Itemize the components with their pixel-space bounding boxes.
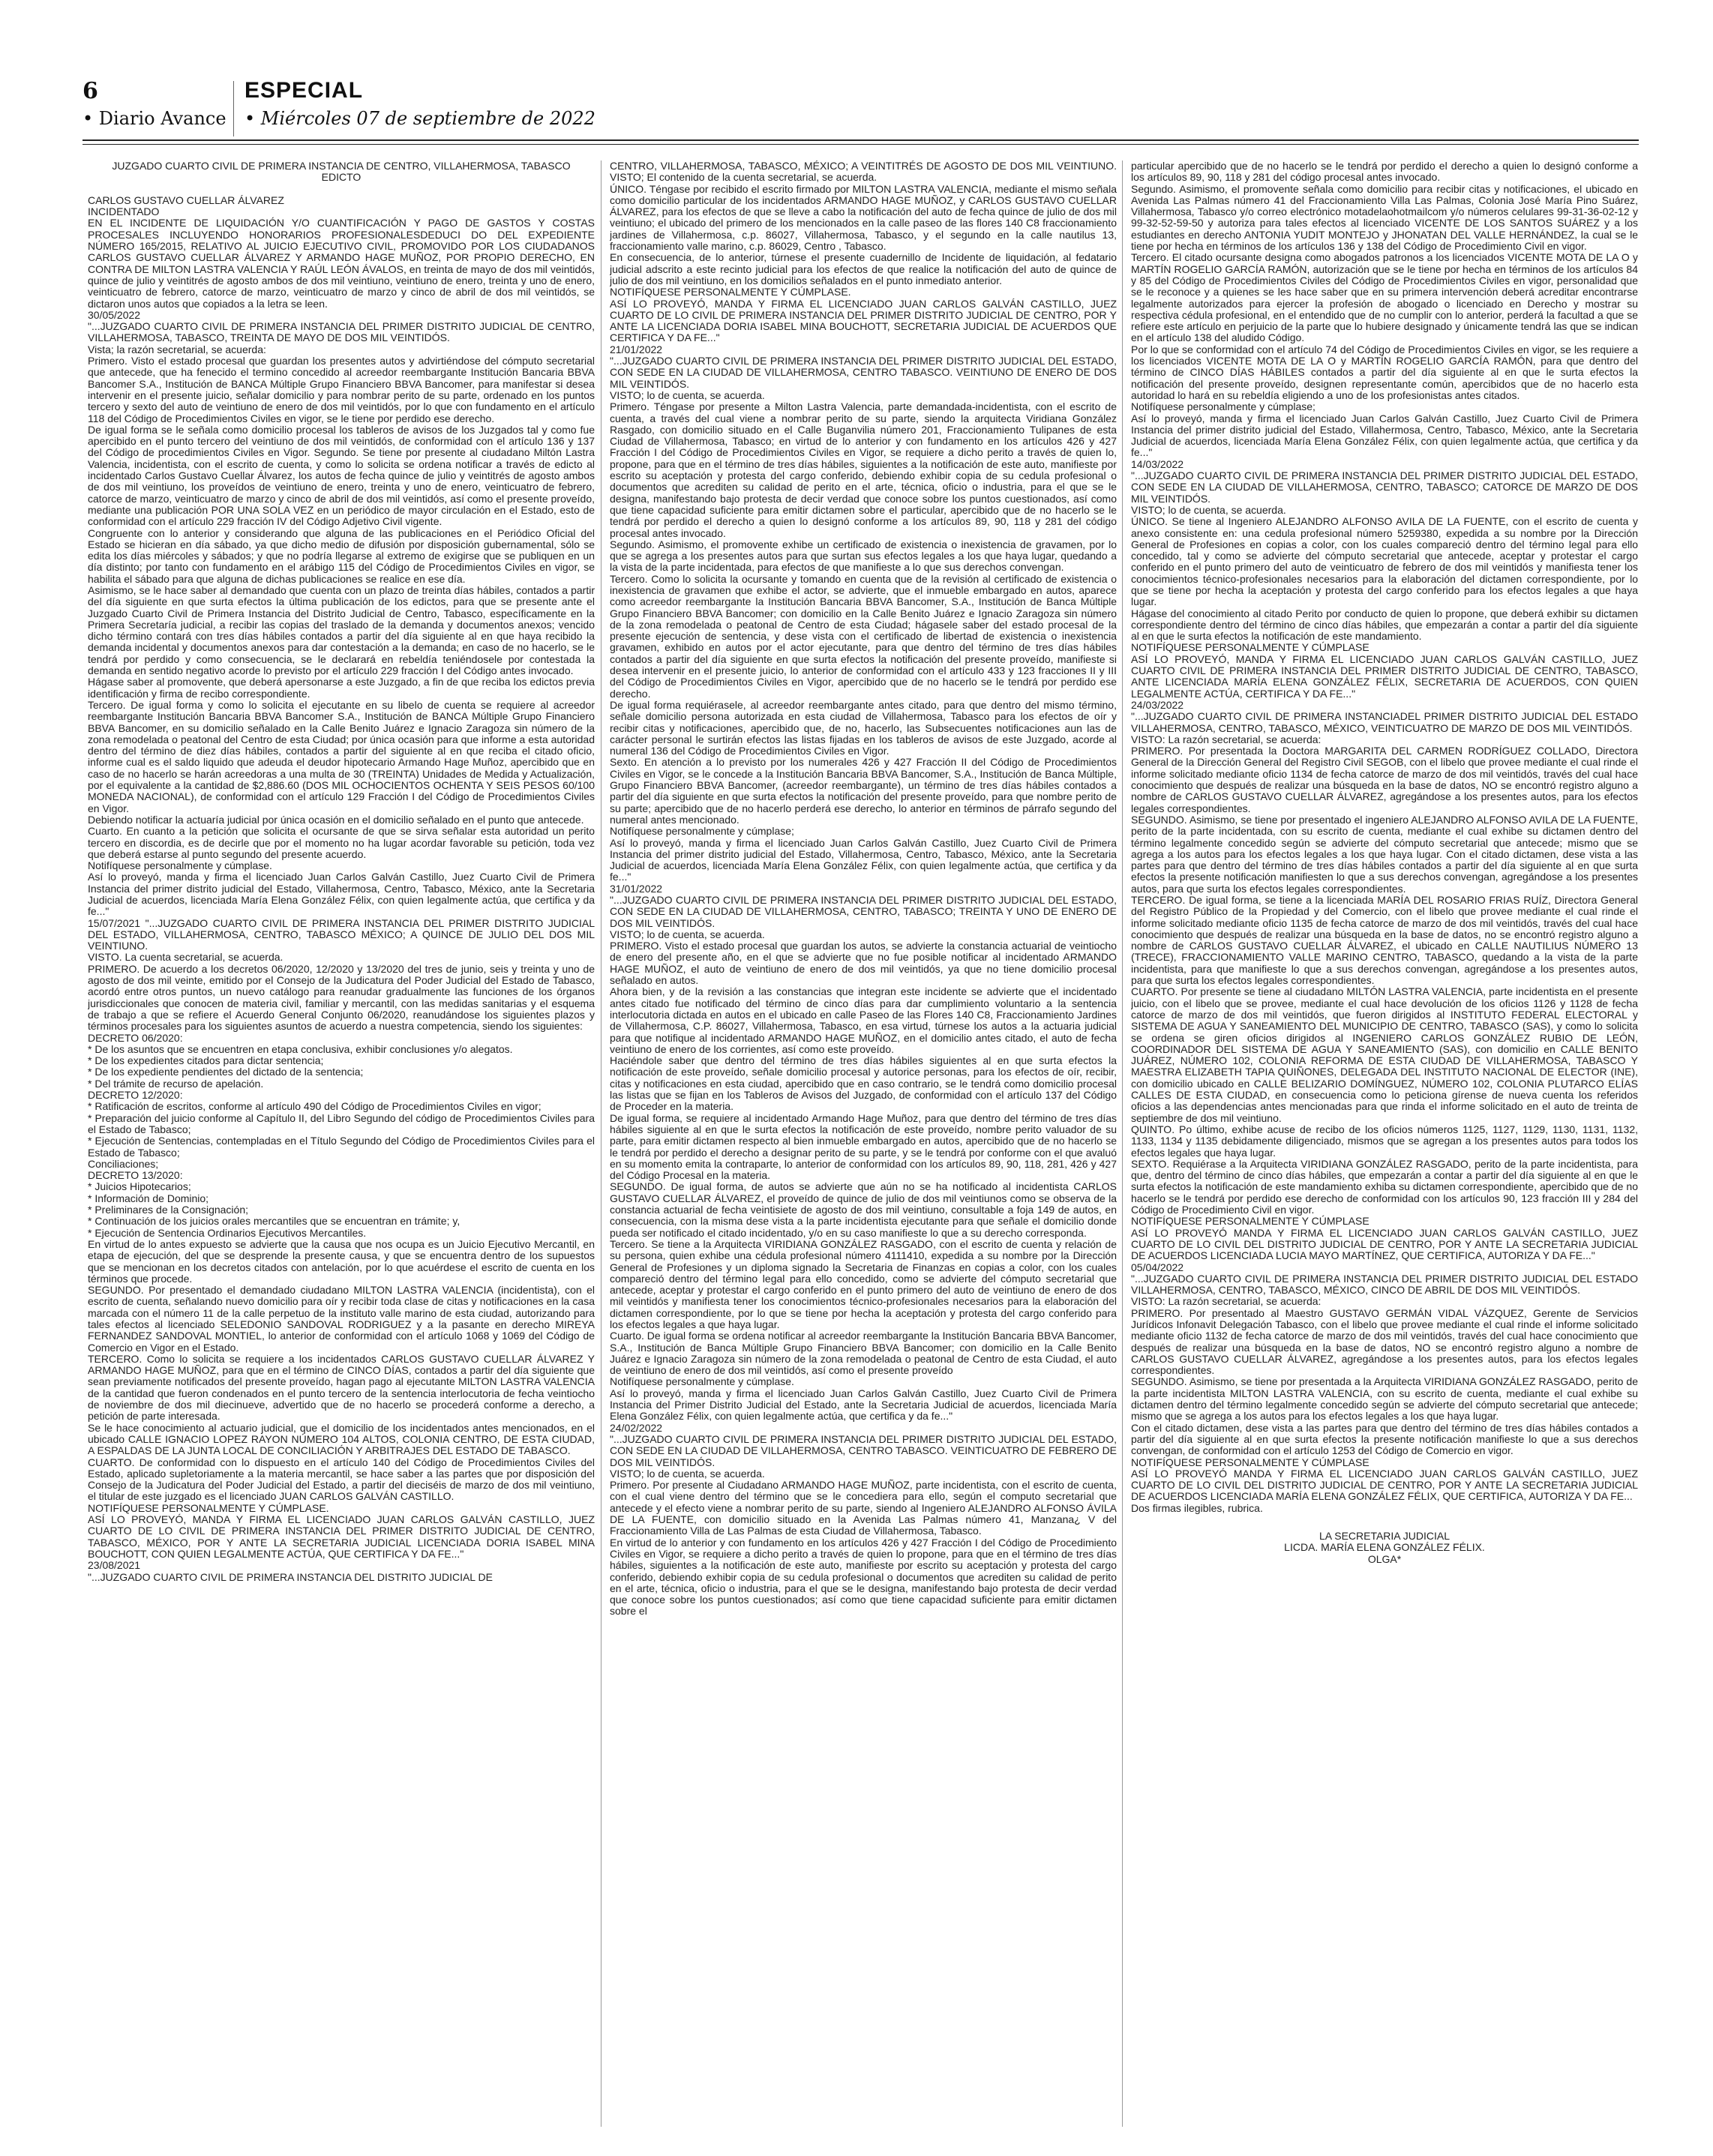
paragraph: TERCERO. De igual forma, se tiene a la licenciada MARÍA DEL ROSARIO FRIAS RUÍZ, Directora General del Registro Público de la Propiedad y del Comercio, con el libelo que provee mediante el cual rinde el informe solicitado mediante oficio 1135 de fecha catorce de marzo de dos mil veintidós, través del cual hace conocimiento que después de realizar una búsqueda en la base de datos, no se encontró registro alguno a nombre de CARLOS GUSTAVO CUELLAR ÁLVAREZ, el ubicado en CALLE NAUTILIUS NÚMERO 13 (TRECE), FRACCIONAMIENTO VALLE MARINO CENTRO, TABASCO, quedando a la vista de la parte incidentista, para que manifieste lo que a sus derechos convengan, agregándose a los presentes autos, para que surta los efectos legales correspondientes. [1131,894,1638,987]
paragraph: Congruente con lo anterior y considerando que alguna de las publicaciones en el Periódico Oficial del Estado se hicieran en día sábado, ya que dicho medio de difusión por disposición gubernamental, sólo se edita los días miércoles y sábados; y que no podría llegarse al extremo de exigirse que se publiquen en un día distinto; por tanto con fundamento en el arábigo 115 del Código de Procedimientos Civiles en vigor, se habilita el sábado para que alguna de dichas publicaciones se realice en ese día. [88,526,595,585]
spacer [88,184,595,195]
paragraph: ÚNICO. Se tiene al Ingeniero ALEJANDRO ALFONSO AVILA DE LA FUENTE, con el escrito de cuenta y anexo consistente en: una cedula profesional número 5259380, expedida a su nombre por la Dirección General de Profesiones en copias a color, con los cuales compareció dentro del término legal para ello concedido, tal y como se advierte del cómputo secretarial que antecede, aceptar y protestar el cargo conferido en el punto primero del auto de veinticuatro de febrero de dos mil veintidós y manifiesta tener los conocimientos técnico-profesionales necesarios para la elaboración del dictamen correspondiente, por lo que se tiene por hecha la aceptación y protesta del cargo conferido para los efectos legales a que haya lugar. [1131,515,1638,608]
paragraph: Con el citado dictamen, dese vista a las partes para que dentro del término de tres días hábiles contados a partir del día siguiente al en que surta efectos la presente notificación manifieste lo que a sus derechos convengan, de conformidad con el artículo 1253 del Código de Comercio en vigor. [1131,1421,1638,1457]
paragraph: VISTO; lo de cuenta, se acuerda. [610,388,765,401]
paragraph: * De los asuntos que se encuentren en etapa conclusiva, exhibir conclusiones y/o alegatos. [88,1042,513,1055]
paragraph: VISTO: La razón secretarial, se acuerda: [1131,733,1322,745]
paragraph: CUARTO. De conformidad con lo dispuesto en el artículo 140 del Código de Procedimientos Civiles del Estado, aplicado supletoriamente a la materia mercantil, se hace saber a las partes que por disposición del Consejo de la Judicatura del Poder Judicial del Estado, a partir del dieciséis de marzo de dos mil veintiuno, el titular de este juzgado es el licenciado JUAN CARLOS GALVÁN CASTILLO. [88,1456,595,1503]
paragraph: Se le hace conocimiento al actuario judicial, que el domicilio de los incidentados antes mencionados, en el ubicado CALLE IGNACIO LOPEZ RAYON NÚMERO 104 ALTOS, COLONIA CENTRO, DE ESTA CIUDAD, A ESPALDAS DE LA JUNTA LOCAL DE CONCILIACIÓN Y ARBITRAJES DEL ESTADO DE TABASCO. [88,1421,595,1457]
paragraph: Por lo que se conformidad con el artículo 74 del Código de Procedimientos Civiles en vigor, se les requiere a los licenciados VICENTE MOTA DE LA O y MARTÍN ROGELIO GARCÍA RAMÓN, para que dentro del término de CINCO DÍAS HÁBILES contados a partir del día siguiente al en que le surta efectos la notificación del presente proveído, designen representante común, apercibidos que de no hacerlo esta autoridad lo hará en su rebeldía eligiendo a uno de los profesionistas antes citados. [1131,343,1638,401]
paragraph: Primero. Por presente al Ciudadano ARMANDO HAGE MUÑOZ, parte incidentista, con el escrito de cuenta, con el cual viene dentro del término que se le concediera para ello, según el computo secretarial que antecede y el efecto viene a nombrar perito de su parte, siendo al Ingeniero ALEJANDRO ALFONSO ÁVILA DE LA FUENTE, con domicilio situado en la Avenida Las Palmas número 41, Manzana¿ V del Fraccionamiento Villa de Las Palmas de esta Ciudad de Villahermosa, Tabasco. [610,1479,1117,1537]
paragraph: PRIMERO. De acuerdo a los decretos 06/2020, 12/2020 y 13/2020 del tres de junio, seis y treinta y uno de agosto de dos mil veinte, emitido por el Consejo de la Judicatura del Poder Judicial del Estado de Tabasco, acordó entre otros puntos, un nuevo catálogo para reanudar gradualmente las funciones de los órganos jurisdiccionales que conocen de materia civil, familiar y mercantil, con las medidas sanitarias y el esquema de trabajo a que se refiere el Acuerdo General Conjunto 06/2020, reanudándose los siguientes plazos y términos procesales para los siguientes asuntos de acuerdo a nuestra competencia, siendo los siguientes: [88,962,595,1033]
paragraph: "...JUZGADO CUARTO CIVIL DE PRIMERA INSTANCIA DEL PRIMER DISTRITO JUDICIAL DEL ESTADO, CON SEDE EN LA CIUDAD DE VILLAHERMOSA, CENTRO TABASCO. VEINTIUNO DE ENERO DE DOS MIL VEINTIDÓS. [610,355,1117,390]
column-divider [1122,160,1123,2127]
paragraph: 30/05/2022 [88,308,141,321]
issue-date: • Miércoles 07 de septiembre de 2022 [244,108,596,129]
paragraph: VISTO. La cuenta secretarial, se acuerda. [88,951,284,964]
signature-name: LICDA. MARÍA ELENA GONZÁLEZ FÉLIX. [1284,1541,1485,1554]
paragraph: Notifíquese personalmente y cúmplase; [610,825,794,838]
paragraph: Dos firmas ilegibles, rubrica. [1131,1501,1263,1514]
paragraph: 05/04/2022 [1131,1261,1184,1273]
paragraph: PRIMERO. Por presentado al Maestro GUSTAVO GERMÁN VIDAL VÁZQUEZ, Gerente de Servicios Jurídicos Infonavit Delegación Tabasco, con el libelo que provee mediante el cual rinde el informe solicitado mediante oficio 1132 de fecha catorce de marzo de dos mil veintidós, través del cual hace conocimiento que después de realizar una búsqueda en la base de datos, NO se encontró registro alguno a nombre de CARLOS GUSTAVO CUELLAR ÁLVAREZ, agregándose a los presentes autos, para los efectos legales correspondientes. [1131,1306,1638,1377]
paragraph: 21/01/2022 [610,343,663,355]
paragraph: Tercero. Se tiene a la Arquitecta VIRIDIANA GONZÁLEZ RASGADO, con el escrito de cuenta y relación de su persona, quien exhibe una cédula profesional número 4111410, expedida a su nombre por la Dirección General de Profesiones y un diploma signado la Secretaria de Finanzas en copias a color, con los cuales compareció dentro del término legal para ello concedido, como se advierte del cómputo secretarial que antecede, aceptar y protestar el cargo conferido en el punto primero del auto de veintiuno de enero de dos mil veintidós y manifiesta tener los conocimientos técnico-profesionales necesarios para la elaboración del dictamen correspondiente, por lo que se tiene por hecha la aceptación y protesta del cargo conferido para los efectos legales a que haya lugar. [610,1237,1117,1330]
paragraph: NOTIFÍQUESE PERSONALMENTE Y CÚMPLASE. [88,1501,329,1514]
paragraph: Primero. Visto el estado procesal que guardan los presentes autos y advirtiéndose del cómputo secretarial que antecede, que ha fenecido el termino concedido al acreedor reembargante Institución Bancaria BBVA Bancomer S.A., Institución de BANCA Múltiple Grupo Financiero BBVA Bancomer, para manifestar si desea intervenir en el presente juicio, señalar domicilio y para nombrar perito de su parte, ordenado en los puntos tercero y sexto del auto de veintiuno de enero de dos mil veintidós, por lo que con fundamento en el artículo 118 del Código de Procedimientos Civiles en vigor, se le tiene por perdido ese derecho. [88,355,595,424]
paragraph: Segundo. Asimismo, el promovente exhibe un certificado de existencia o inexistencia de gravamen, por lo que se agrega a los presentes autos para que surtan sus efectos legales a los que haya lugar, quedando a la vista de la parte incidentada, para efectos de que manifieste a lo que sus derechos convengan. [610,538,1117,574]
paragraph: * Del trámite de recurso de apelación. [88,1077,264,1090]
paragraph: Así lo proveyó, manda y firma el licenciado Juan Carlos Galván Castillo, Juez Cuarto Civil de Primera Instancia del primer distrito judicial del Estado, Villahermosa, Centro, Tabasco, México, ante la Secretaria Judicial de acuerdos, licenciada María Elena González Félix, con quien legalmente actúa, que certifica y da fe..." [610,836,1117,883]
paragraph: NOTIFÍQUESE PERSONALMENTE Y CÚMPLASE. [610,286,851,298]
signature-role: LA SECRETARIA JUDICIAL [1318,1530,1450,1543]
paragraph: 14/03/2022 [1131,457,1184,470]
paragraph: 15/07/2021 "...JUZGADO CUARTO CIVIL DE PRIMERA INSTANCIA DEL PRIMER DISTRITO JUDICIAL DEL ESTADO, VILLAHERMOSA, CENTRO, TABASCO MÉXICO; A QUINCE DE JULIO DEL DOS MIL VEINTIUNO. [88,916,595,952]
text-column-3 [1131,160,1638,2127]
paragraph: Notifíquese personalmente y cúmplase. [610,1375,794,1388]
paragraph: * Juicios Hipotecarios; [88,1180,191,1193]
paragraph: Haciéndole saber que dentro del término de tres días hábiles siguientes al en que surta efectos la notificación de este proveído, señale domicilio procesal y autorice personas, para los efectos de oír, recibir, citas y notificaciones en esta ciudad, apercibido que en caso contrario, se le tendrá como domicilio procesal las listas que se fijan en los Tableros de Avisos del Juzgado, de conformidad con el artículo 137 del Código de Proceder en la materia. [610,1054,1117,1113]
paragraph: ASÍ LO PROVEYÓ, MANDA Y FIRMA EL LICENCIADO JUAN CARLOS GALVÁN CASTILLO, JUEZ CUARTO DE LO CIVIL DE PRIMERA INSTANCIA DEL PRIMER DISTRITO JUDICIAL DE CENTRO, TABASCO, MÉXICO, POR Y ANTE LA SECRETARIA JUDICIAL LICENCIADA DORIA ISABEL MINA BOUCHOTT, CON QUIEN LEGALMENTE ACTÚA, QUE CERTIFICA Y DA FE..." [88,1513,595,1560]
paragraph: "...JUZGADO CUARTO CIVIL DE PRIMERA INSTANCIA DEL DISTRITO JUDICIAL DE [88,1570,493,1583]
paragraph: CENTRO, VILLAHERMOSA, TABASCO, MÉXICO; A VEINTITRÉS DE AGOSTO DE DOS MIL VEINTIUNO. VISTO; El contenido de la cuenta secretarial, se acuerda. [610,160,1117,184]
paragraph: * Preparación del juicio conforme al Capítulo II, del Libro Segundo del código de Procedimientos Civiles para el Estado de Tabasco; [88,1111,595,1135]
paragraph: Ahora bien, y de la revisión a las constancias que integran este incidente se advierte que el incidentado antes citado fue notificado del término de cinco días para dar cumplimiento voluntario a la sentencia interlocutoria dictada en autos en el ubicado en calle Paseo de las Flores 140 C8, Fraccionamiento Jardines de Villahermosa, C.P. 86027, Villahermosa, Tabasco, en esa virtud, túrnese los autos a la actuaria judicial para que notifique al incidentado ARMANDO HAGE MUÑOZ, en el domicilio antes citado, el auto de fecha veintiuno de enero de los corrientes, así como este proveído. [610,985,1117,1055]
paragraph: Debiendo notificar la actuaría judicial por única ocasión en el domicilio señalado en el punto que antecede. [88,813,584,826]
paragraph: Segundo. Asimismo, el promovente señala como domicilio para recibir citas y notificaciones, el ubicado en Avenida Las Palmas número 41 del Fraccionamiento Villa Las Palmas, Colonia José María Pino Suárez, Villahermosa, Tabasco y/o correo electrónico motadelaohotmailcom y/o números celulares 99-31-36-02-12 y 99-32-52-59-50 y autoriza para tales efectos al licenciado VICENTE DE LOS SANTOS SUÁREZ y a los estudiantes en derecho ANTONIA YUDIT MONTEJO y JHONATAN DEL VALLE HERNÁNDEZ, la cual se le tiene por hecha en términos de los artículos 136 y 138 del Código de Procedimiento Civil en vigor. [1131,182,1638,253]
paragraph: "...JUZGADO CUARTO CIVIL DE PRIMERA INSTANCIA DEL PRIMER DISTRITO JUDICIAL DEL ESTADO VILLAHERMOSA, CENTRO, TABASCO, MÉXICO, CINCO DE ABRIL DE DOS MIL VEINTIDÓS. [1131,1272,1638,1297]
column-divider [601,160,602,2127]
paragraph: Así lo proveyó, manda y firma el licenciado Juan Carlos Galván Castillo, Juez Cuarto Civil de Primera Instancia del primer distrito judicial del Estado, Villahermosa, Centro, Tabasco, México, ante la Secretaria Judicial de acuerdos, licenciada María Elena González Félix, con quien legalmente actúa, que certifica y da fe..." [1131,412,1638,459]
paragraph: * Ejecución de Sentencias, contempladas en el Título Segundo del Código de Procedimientos Civiles para el Estado de Tabasco; [88,1135,595,1159]
paragraph: CARLOS GUSTAVO CUELLAR ÁLVAREZ [88,193,284,206]
text-column-1 [88,160,595,2127]
paragraph: Hágase del conocimiento al citado Perito por conducto de quien lo propone, que deberá exhibir su dictamen correspondiente dentro del término de cinco días hábiles, que empezarán a contar a partir del día siguiente al en que le surta efectos la notificación de este mandamiento. [1131,607,1638,643]
paragraph: * Información de Dominio; [88,1192,209,1204]
paragraph: "...JUZGADO CUARTO CIVIL DE PRIMERA INSTANCIADEL PRIMER DISTRITO JUDICIAL DEL ESTADO VILLAHERMOSA, CENTRO, TABASCO, MÉXICO, VEINTICUATRO DE MARZO DE DOS MIL VEINTIDÓS. [1131,710,1638,734]
page-number: 6 [82,78,98,104]
court-title: JUZGADO CUARTO CIVIL DE PRIMERA INSTANCIA DE CENTRO, VILLAHERMOSA, TABASCO [112,160,571,172]
paragraph: * De los expediente pendientes del dictado de la sentencia; [88,1066,364,1078]
paragraph: Primero. Téngase por presente a Milton Lastra Valencia, parte demandada-incidentista, con el escrito de cuenta, a través del cual viene a nombrar perito de su parte, siendo la arquitecta Viridiana González Rasgado, con domicilio situado en el Calle Buganvilia número 201, Fraccionamiento Tulipanes de esta Ciudad de Villahermosa, Tabasco; en virtud de lo anterior y con fundamento en los artículos 426 y 427 Fracción I del Código de Procedimientos Civiles en Vigor, se requiere a dicho perito a través de quien lo, propone, para que en el término de tres días hábiles, siguientes a la notificación de este auto, manifieste por escrito su aceptación y protesta del cargo conferido, debiendo exhibir copia de su cedula profesional o documentos que acrediten su calidad de perito en el arte, técnica, oficio o industria, para el que se le designa, manifestando bajo protesta de decir verdad que conoce sobre los puntos cuestionados, así como que tiene capacidad suficiente para emitir dictamen sobre el particular, apercibido que de no hacerlo se le tendrá por perdido el derecho a quien lo designó conforme a los artículos 89, 90, 118 y 281 del código procesal antes invocado. [610,400,1117,539]
paragraph: SEXTO. Requiérase a la Arquitecta VIRIDIANA GONZÁLEZ RASGADO, perito de la parte incidentista, para que, dentro del término de cinco días hábiles, que empezarán a contar a partir del día siguiente al en que le surta efectos la notificación de este mandamiento exhiba su dictamen correspondiente, apercibido que de no hacerlo se le tendrá por perdido ese derecho de conformidad con los artículos 90, 123 fracción III y 284 del Código de Procedimiento Civil en vigor. [1131,1157,1638,1216]
col1-body [88,195,595,1583]
paragraph: CUARTO. Por presente se tiene al ciudadano MILTÓN LASTRA VALENCIA, parte incidentista en el presente juicio, con el libelo que se provee, mediante el cual hace devolución de los oficios 1126 y 1128 de fecha catorce de marzo de dos mil veintidós, que fueron dirigidos al INSTITUTO FEDERAL ELECTORAL y SISTEMA DE AGUA Y SANEAMIENTO DEL MUNICIPIO DE CENTRO, TABASCO (SAS), y como lo solicita se ordena se giren oficios dirigidos al INGENIERO CARLOS GONZÁLEZ RUBIO DE LEÓN, COORDINADOR DEL SISTEMA DE AGUA Y SANEAMIENTO (SAS), con domicilio en CALLE BENITO JUÁREZ, NÚMERO 102, COLONIA REFORMA DE ESTA CIUDAD DE VILLAHERMOSA, TABASCO Y MAESTRA ELIZABETH TAPIA QUIÑONES, DELEGADA DEL INSTITUTO NACIONAL DE ELECTOR (INE), con domicilio ubicado en CALLE BELIZARIO DOMÍNGUEZ, NÚMERO 102, COLONIA PLUTARCO ELÍAS CALLES DE ESTA CIUDAD, en consecuencia como lo peticiona gírense de nueva cuenta los referidos oficios a las dependencias antes mencionadas para que rinda el informe solicitado en el auto de treinta de septiembre de dos mil veintiuno. [1131,985,1638,1124]
paragraph: EN EL INCIDENTE DE LIQUIDACIÓN Y/O CUANTIFICACIÓN Y PAGO DE GASTOS Y COSTAS PROCESALES INCLUYENDO HONORARIOS PROFESIONALESDEDUCI DO DEL EXPEDIENTE NÚMERO 165/2015, RELATIVO AL JUICIO EJECUTIVO CIVIL, PROMOVIDO POR LOS CIUDADANOS CARLOS GUSTAVO CUELLAR ÁLVAREZ Y ARMANDO HAGE MUÑOZ, POR PROPIO DERECHO, EN CONTRA DE MILTON LASTRA VALENCIA Y RAÚL LEÓN ÁVALOS, en treinta de mayo de dos mil veintidós, quince de julio y veintitrés de agosto ambos de dos mil veintiuno, veintiuno de enero, treinta y uno de enero, veinticuatro de febrero, catorce de marzo, veinticuatro de marzo y cinco de abril de dos mil veintidós, se dictaron unos autos que copiados a la letra se leen. [88,217,595,310]
paragraph: ASÍ LO PROVEYÓ MANDA Y FIRMA EL LICENCIADO JUAN CARLOS GALVÁN CASTILLO, JUEZ CUARTO DE LO CIVIL DEL DISTRITO JUDICIAL DE CENTRO, POR Y ANTE LA SECRETARIA JUDICIAL DE ACUERDOS LICENCIADA MARÍA ELENA GONZÁLEZ FÉLIX, QUE CERTIFICA, AUTORIZA Y DA FE... [1131,1467,1638,1503]
paragraph: "...JUZGADO CUARTO CIVIL DE PRIMERA INSTANCIA DEL PRIMER DISTRITO JUDICIAL DEL ESTADO, CON SEDE EN LA CIUDAD DE VILLAHERMOSA, CENTRO, TABASCO; CATORCE DE MARZO DE DOS MIL VEINTIDÓS. [1131,469,1638,505]
paragraph: En consecuencia, de lo anterior, túrnese el presente cuadernillo de Incidente de liquidación, al fedatario judicial adscrito a este recinto judicial para los efectos de que realice la notificación del auto de quince de julio de dos mil veintiuno, en los domicilios señalados en el punto inmediato anterior. [610,251,1117,286]
paragraph: Cuarto. En cuanto a la petición que solicita el ocursante de que se sirva señalar esta autoridad un perito tercero en discordia, es de decirle que por el momento no ha lugar acordar favorable su petición, toda vez que deberá estarse al punto segundo del presente acuerdo. [88,825,595,860]
paragraph: PRIMERO. Por presentada la Doctora MARGARITA DEL CARMEN RODRÍGUEZ COLLADO, Directora General de la Dirección General del Registro Civil SEGOB, con el libelo que provee mediante el cual rinde el informe solicitado mediante oficio 1134 de fecha catorce de marzo de dos mil veintidós, través del cual hace conocimiento que después de realizar una búsqueda en la base de datos, NO se encontró registro alguno a nombre de CARLOS GUSTAVO CUELLAR ÁLVAREZ, agregándose a los presentes autos, para los efectos legales correspondientes. [1131,745,1638,814]
paragraph: VISTO: La razón secretarial, se acuerda: [1131,1295,1322,1308]
paragraph: ASÍ LO PROVEYÓ, MANDA Y FIRMA EL LICENCIADO JUAN CARLOS GALVÁN CASTILLO, JUEZ CUARTO DE LO CIVIL DE PRIMERA INSTANCIA DEL PRIMER DISTRITO JUDICIAL DE CENTRO, POR Y ANTE LA LICENCIADA DORIA ISABEL MINA BOUCHOTT, SECRETARIA JUDICIAL DE ACUERDOS QUE CERTIFICA Y DA FE..." [610,297,1117,344]
paragraph: Tercero. De igual forma y como lo solicita el ejecutante en su libelo de cuenta se requiere al acreedor reembargante Institución Bancaria BBVA Bancomer S.A., Institución de BANCA Múltiple Grupo Financiero BBVA Bancomer, en su domicilio señalado en la Calle Benito Juárez e Ignacio Zaragoza sin número de la zona remodelada o peatonal del Centro de esta Ciudad; por única ocasión para que informe a esta autoridad dentro del término de diez días hábiles, contados a partir del siguiente al en que reciba el citado oficio, informe cual es el saldo liquido que adeuda el deudor hipotecario Armando Hage Muñoz, apercibido que en caso de no hacerlo se harán acreedoras a una multa de 30 (TREINTA) Unidades de Medida y Actualización, por el equivalente a la cantidad de $2,886.60 (DOS MIL OCHOCIENTOS OCHENTA Y SEIS PESOS 60/100 MONEDA NACIONAL), de conformidad con el artículo 129 Fracción I del Código de Procedimientos Civiles en Vigor. [88,698,595,814]
paragraph: Tercero. Como lo solicita la ocursante y tomando en cuenta que de la revisión al certificado de existencia o inexistencia de gravamen que exhibe el actor, se advierte, que el inmueble embargado en autos, aparece como acreedor reembargante la Institución Bancaria BBVA Bancomer, S.A., Institución de Banca Múltiple Grupo Financiero BBVA Bancomer; con domicilio en la Calle Benito Juárez e Ignacio Zaragoza sin número de la zona remodelada o peatonal de Centro de esta Ciudad; hágasele saber del estado procesal de la presente ejecución de sentencia, y dese vista con el certificado de libertad de existencia o inexistencia gravamen, exhibido en autos por el actor ejecutante, para que dentro del término de tres días hábiles contados a partir del día siguiente en que surta efectos la notificación del presente proveído, manifieste si desea intervenir en el presente juicio, lo anterior de conformidad con el artículo 433 y 123 fracciones II y III del Código de Procedimientos Civiles en Vigor, apercibido que de no hacerlo se le tendrá por perdido ese derecho. [610,572,1117,700]
paragraph: Cuarto. De igual forma se ordena notificar al acreedor reembargante la Institución Bancaria BBVA Bancomer, S.A., Institución de Banca Múltiple Grupo Financiero BBVA Bancomer; con domicilio en la Calle Benito Juárez e Ignacio Zaragoza sin número de la zona remodelada o peatonal de Centro de esta Ciudad, el auto de veintiuno de enero de dos mil veintidós, así como el presente proveído [610,1330,1117,1377]
paragraph: Conciliaciones; [88,1157,159,1170]
header-rule-thin [82,144,1639,145]
paragraph: De igual forma se le señala como domicilio procesal los tableros de avisos de los Juzgados tal y como fue apercibido en el punto tercero del veintiuno de dos mil veintidós, de conformidad con el artículo 136 y 137 del Código de procedimientos Civiles en Vigor. Segundo. Se tiene por presente al ciudadano Miltón Lastra Valencia, incidentista, con el escrito de cuenta, y como lo solicita se ordena notificar a través de edicto al incidentado Carlos Gustavo Cuellar Álvarez, los autos de fecha quince de julio y veintitrés de agosto ambos de dos mil veintiuno, los proveídos de veintiuno de enero, treinta y uno de enero, veinticuatro de febrero, catorce de marzo, veinticuatro de marzo y cinco de abril de dos mil veintidós, así como el presente proveído, mediante una publicación POR UNA SOLA VEZ en un periódico de mayor circulación en el Estado, esto de conformidad con el artículo 229 fracción IV del Código Adjetivo Civil vigente. [88,423,595,528]
paragraph: En virtud de lo antes expuesto se advierte que la causa que nos ocupa es un Juicio Ejecutivo Mercantil, en etapa de ejecución, del que se desprende la presente causa, y que se encuentra dentro de los supuestos que se mencionan en los decretos citados con antelación, por lo que acuérdese el escrito de cuenta en los términos que procede. [88,1237,595,1285]
paragraph: 31/01/2022 [610,882,663,895]
paragraph: Así lo proveyó, manda y firma el licenciado Juan Carlos Galván Castillo, Juez Cuarto Civil de Primera Instancia del primer distrito judicial del Estado, Villahermosa, Centro, Tabasco, México, ante la Secretaria Judicial de acuerdos, licenciada María Elena González Félix, con quien legalmente actúa, que certifica y da fe..." [88,871,595,918]
paragraph: Tercero. El citado ocursante designa como abogados patronos a los licenciados VICENTE MOTA DE LA O y MARTÍN ROGELIO GARCÍA RAMÓN, autorización que se le tiene por hecha en términos de los artículos 84 y 85 del Código de Procedimientos Civiles del Código de Procedimientos Civiles en vigor, personalidad que se le reconoce y a quienes se les hace saber que en su primera intervención deberá acreditar encontrarse legalmente autorizados para ejercer la profesión de abogado o licenciado en Derecho y mostrar su respectiva cédula profesional, en el entendido que de no cumplir con lo anterior, perderá la facultad a que se refiere este artículo en perjuicio de la parte que lo hubiere designado y únicamente tendrá las que se indican en el artículo 138 del aludido Código. [1131,251,1638,344]
signature-block [1131,1531,1638,1565]
paragraph: ASÍ LO PROVEYÓ MANDA Y FIRMA EL LICENCIADO JUAN CARLOS GALVÁN CASTILLO, JUEZ CUARTO DE LO CIVIL DEL DISTRITO JUDICIAL DE CENTRO, POR Y ANTE LA SECRETARIA JUDICIAL DE ACUERDOS LICENCIADA LUCIA MAYO MARTÍNEZ, QUE CERTIFICA, AUTORIZA Y DA FE..." [1131,1226,1638,1262]
paragraph: DECRETO 13/2020: [88,1169,183,1182]
paragraph: Notifíquese personalmente y cúmplase; [1131,400,1316,413]
paragraph: NOTIFÍQUESE PERSONALMENTE Y CÚMPLASE [1131,641,1370,654]
paragraph: Notifíquese personalmente y cúmplase. [88,859,272,872]
paragraph: * Ejecución de Sentencia Ordinarios Ejecutivos Mercantiles. [88,1226,367,1239]
signature-initials: OLGA* [1367,1552,1402,1565]
paragraph: 24/03/2022 [1131,698,1184,711]
paragraph: SEGUNDO. De igual forma, de autos se advierte que aún no se ha notificado al incidentista CARLOS GUSTAVO CUELLAR ÁLVAREZ, el proveído de quince de julio de dos mil veintiunos como se observa de la constancia actuarial de fecha veintisiete de agosto de dos mil veintiuno, consultable a foja 149 de autos, en consecuencia, con la misma dese vista a la parte incidentista ejecutante para que señale el domicilio donde pueda ser notificado el citado incidentado, y/o en su caso manifieste lo que a su derecho corresponda. [610,1180,1117,1239]
paragraph: INCIDENTADO [88,205,160,218]
paragraph: SEGUNDO. Por presentado el demandado ciudadano MILTON LASTRA VALENCIA (incidentista), con el escrito de cuenta, señalando nuevo domicilio para oír y recibir toda clase de citas y notificaciones en la casa marcada con el número 11 de la calle perpetuo de la instituto valle marino de esta ciudad, autorizando para tales efectos al licenciado SELEDONIO SANDOVAL RODRIGUEZ y a la pasante en derecho MIREYA FERNANDEZ SANDOVAL MONTIEL, lo anterior de conformidad con el artículo 1068 y 1069 del Código de Comercio en Vigor en el Estado. [88,1284,595,1354]
paragraph: TERCERO. Como lo solicita se requiere a los incidentados CARLOS GUSTAVO CUELLAR ÁLVAREZ Y ARMANDO HAGE MUÑOZ, para que en el término de CINCO DÍAS, contados a partir del día siguiente que sean previamente notificados del presente proveído, hagan pago al ejecutante MILTON LASTRA VALENCIA de la cantidad que fueron condenados en el punto tercero de la sentencia interlocutoria de fecha veintiocho de noviembre de dos mil diecinueve, advertido que de no hacerlo se procederá conforme a derecho, a petición de parte interesada. [88,1352,595,1423]
paragraph: Hágase saber al promovente, que deberá apersonarse a este Juzgado, a fin de que reciba los edictos previa identificación y firma de recibo correspondiente. [88,676,595,700]
paragraph: ÚNICO. Téngase por recibido el escrito firmado por MILTON LASTRA VALENCIA, mediante el mismo señala como domicilio particular de los incidentados ARMANDO HAGE MUÑOZ, y CARLOS GUSTAVO CUELLAR ÁLVAREZ, para los efectos de que se lleve a cabo la notificación del auto de fecha quince de julio de dos mil veintiuno; el ubicado del primero de los mencionados en la calle paseo de las flores 140 C8 fraccionamiento jardines de Villahermosa, c.p. 86027, Villahermosa, Tabasco, y el segundo en la calle nautilus 13, fraccionamiento valle marino, c.p. 86029, Centro , Tabasco. [610,182,1117,253]
paragraph: DECRETO 12/2020: [88,1089,183,1102]
paragraph: 24/02/2022 [610,1421,663,1434]
paragraph: 23/08/2021 [88,1559,141,1572]
paragraph: VISTO; lo de cuenta, se acuerda. [610,1467,765,1480]
paragraph: * Preliminares de la Consignación; [88,1204,248,1216]
paragraph: "...JUZGADO CUARTO CIVIL DE PRIMERA INSTANCIA DEL PRIMER DISTRITO JUDICIAL DEL ESTADO, CON SEDE EN LA CIUDAD DE VILLAHERMOSA, CENTRO TABASCO. VEINTICUATRO DE FEBRERO DE DOS MIL VEINTIDÓS. [610,1432,1117,1468]
paragraph: Vista; la razón secretarial, se acuerda: [88,343,266,355]
paragraph: NOTIFÍQUESE PERSONALMENTE Y CÚMPLASE [1131,1456,1370,1468]
header-rule [82,139,1639,141]
text-column-2 [610,160,1117,2127]
paragraph: particular apercibido que de no hacerlo se le tendrá por perdido el derecho a quien lo designó conforme a los artículos 89, 90, 118 y 281 del código procesal antes invocado. [1131,160,1638,184]
header-divider [233,81,234,136]
paragraph: Sexto. En atención a lo previsto por los numerales 426 y 427 Fracción II del Código de Procedimientos Civiles en Vigor, se le concede a la Institución Bancaria BBVA Bancomer, S.A., Institución de Banca Múltiple, Grupo Financiero BBVA Bancomer, (acreedor reembargante), un término de tres días hábiles contados a partir del día siguiente en que surta efectos la notificación del presente proveído, para que nombre perito de su parte; apercibido que de no hacerlo perderá ese derecho, lo anterior en términos de párrafo segundo del numeral antes mencionado. [610,756,1117,826]
paragraph: * Continuación de los juicios orales mercantiles que se encuentran en trámite; y, [88,1215,460,1228]
paragraph: De igual forma requiérasele, al acreedor reembargante antes citado, para que dentro del mismo término, señale domicilio persona autorizada en esta ciudad de Villahermosa, Tabasco para los efectos de oír y recibir citas y notificaciones, apercibido que, de no, hacerlo, las Subsecuentes notificaciones aun las de carácter personal le surtirán efectos las listas fijadas en los tableros de avisos de este Juzgado, acorde al numeral 136 del Código de Procedimientos Civiles en Vigor. [610,698,1117,757]
paragraph: En virtud de lo anterior y con fundamento en los artículos 426 y 427 Fracción I del Código de Procedimiento Civiles en Vigor, se requiere a dicho perito a través de quien lo propone, para que en el término de tres días hábiles, siguientes a la notificación de este auto, manifieste por escrito su aceptación y protesta del cargo conferido, debiendo exhibir copia de su cedula profesional o documentos que acrediten su calidad de perito en el arte, técnica, oficio o industria, para el que se le designa, manifestando bajo protesta de decir verdad que conoce sobre los puntos cuestionados; así como que tiene capacidad suficiente para emitir dictamen sobre el [610,1536,1117,1618]
paragraph: QUINTO. Po último, exhibe acuse de recibo de los oficios números 1125, 1127, 1129, 1130, 1131, 1132, 1133, 1134 y 1135 debidamente diligenciado, mismos que se agregan a los presentes autos para todos los efectos legales que haya lugar. [1131,1123,1638,1159]
paragraph: * Ratificación de escritos, conforme al artículo 490 del Código de Procedimientos Civiles en vigor; [88,1100,542,1113]
paragraph: "...JUZGADO CUARTO CIVIL DE PRIMERA INSTANCIA DEL PRIMER DISTRITO JUDICIAL DE CENTRO, VILLAHERMOSA, TABASCO, TREINTA DE MAYO DE DOS MIL VEINTIDÓS. [88,320,595,344]
paragraph: * De los expedientes citados para dictar sentencia; [88,1054,324,1067]
doc-type: EDICTO [321,171,362,184]
paragraph: VISTO; lo de cuenta, se acuerda. [1131,503,1286,516]
paragraph: Asimismo, se le hace saber al demandado que cuenta con un plazo de treinta días hábiles, contados a partir del día siguiente en que surta efectos la última publicación de los edictos, para que se presente ante el Juzgado Cuarto Civil de Primera Instancia del Distrito Judicial de Centro, Tabasco, específicamente en la Primera Secretaría judicial, a recibir las copias del traslado de la demanda y documentos anexos; vencido dicho término contará con tres días hábiles contados a partir del día siguiente al en que haya recibido la demanda incidental y documentos anexos para dar contestación a la demanda; en caso de no hacerlo, se le tendrá por perdido y como consecuencia, se le declarará en rebeldía teniéndosele por contestada la demanda en sentido negativo acorde lo previsto por el artículo 229 fracción I del Código antes invocado. [88,583,595,677]
paragraph: PRIMERO. Visto el estado procesal que guardan los autos, se advierte la constancia actuarial de veintiocho de enero del presente año, en el que se advierte que no fue posible notificar al incidentado ARMANDO HAGE MUÑOZ, el auto de veintiuno de enero de dos mil veintidós, ya que no tiene domicilio procesal señalado en autos. [610,940,1117,987]
paragraph: VISTO; lo de cuenta, se acuerda. [610,928,765,940]
paragraph: Así lo proveyó, manda y firma el licenciado Juan Carlos Galván Castillo, Juez Cuarto Civil de Primera Instancia del Primer Distrito Judicial del Estado, ante la Secretaria Judicial de acuerdos, licenciada María Elena González Félix, con quien legalmente actúa, que certifica y da fe..." [610,1387,1117,1423]
paragraph: "...JUZGADO CUARTO CIVIL DE PRIMERA INSTANCIA DEL PRIMER DISTRITO JUDICIAL DEL ESTADO, CON SEDE EN LA CIUDAD DE VILLAHERMOSA, CENTRO, TABASCO; TREINTA Y UNO DE ENERO DE DOS MIL VEINTIDÓS. [610,894,1117,929]
section-title: ESPECIAL [244,78,364,103]
publication-name: • Diario Avance [82,108,226,129]
paragraph: ASÍ LO PROVEYÓ, MANDA Y FIRMA EL LICENCIADO JUAN CARLOS GALVÁN CASTILLO, JUEZ CUARTO CIVIL DE PRIMERA INSTANCIA DEL PRIMER DISTRITO JUDICIAL DE CENTRO, TABASCO, ANTE LICENCIADA MARÍA ELENA GONZÁLEZ FÉLIX, SECRETARIA DE ACUERDOS, CON QUIEN LEGALMENTE ACTÚA, CERTIFICA Y DA FE..." [1131,652,1638,700]
paragraph: De igual forma, se requiere al incidentado Armando Hage Muñoz, para que dentro del término de tres días hábiles siguiente al en que le surta efectos la notificación de este proveído, nombre perito valuador de su parte, para emitir dictamen respecto al bien inmueble embargado en autos, apercibido que de no hacerlo se le tendrá por perdido el derecho a designar perito de su parte, y se le tendrá por conforme con el que avaluó en su momento emita la contraparte, lo anterior de conformidad con los artículos 89, 90, 118, 281, 426 y 427 del Código Procesal en la materia. [610,1111,1117,1182]
paragraph: SEGUNDO. Asimismo, se tiene por presentada a la Arquitecta VIRIDIANA GONZÁLEZ RASGADO, perito de la parte incidentista MILTON LASTRA VALENCIA, con su escrito de cuenta, mediante el cual exhibe su dictamen dentro del término legalmente concedido según se advierte del cómputo secretarial que antecede; mismo que se agrega a los autos para los efectos legales a los que haya lugar. [1131,1375,1638,1423]
paragraph: DECRETO 06/2020: [88,1031,183,1044]
paragraph: SEGUNDO. Asimismo, se tiene por presentado el ingeniero ALEJANDRO ALFONSO AVILA DE LA FUENTE, perito de la parte incidentada, con su escrito de cuenta, mediante el cual exhibe su dictamen dentro del término legalmente concedido según se advierte del cómputo secretarial que antecede; mismo que se agrega a los autos para los efectos legales a los que haya lugar. Con el citado dictamen, dese vista a las partes para que dentro del término de tres días hábiles contados a partir del día siguiente al en que surta efectos la presente notificación manifiesten lo que a sus derechos convengan, agregándose a los presentes autos, para que surta los efectos legales correspondientes. [1131,813,1638,895]
paragraph: NOTIFÍQUESE PERSONALMENTE Y CÚMPLASE [1131,1215,1370,1228]
